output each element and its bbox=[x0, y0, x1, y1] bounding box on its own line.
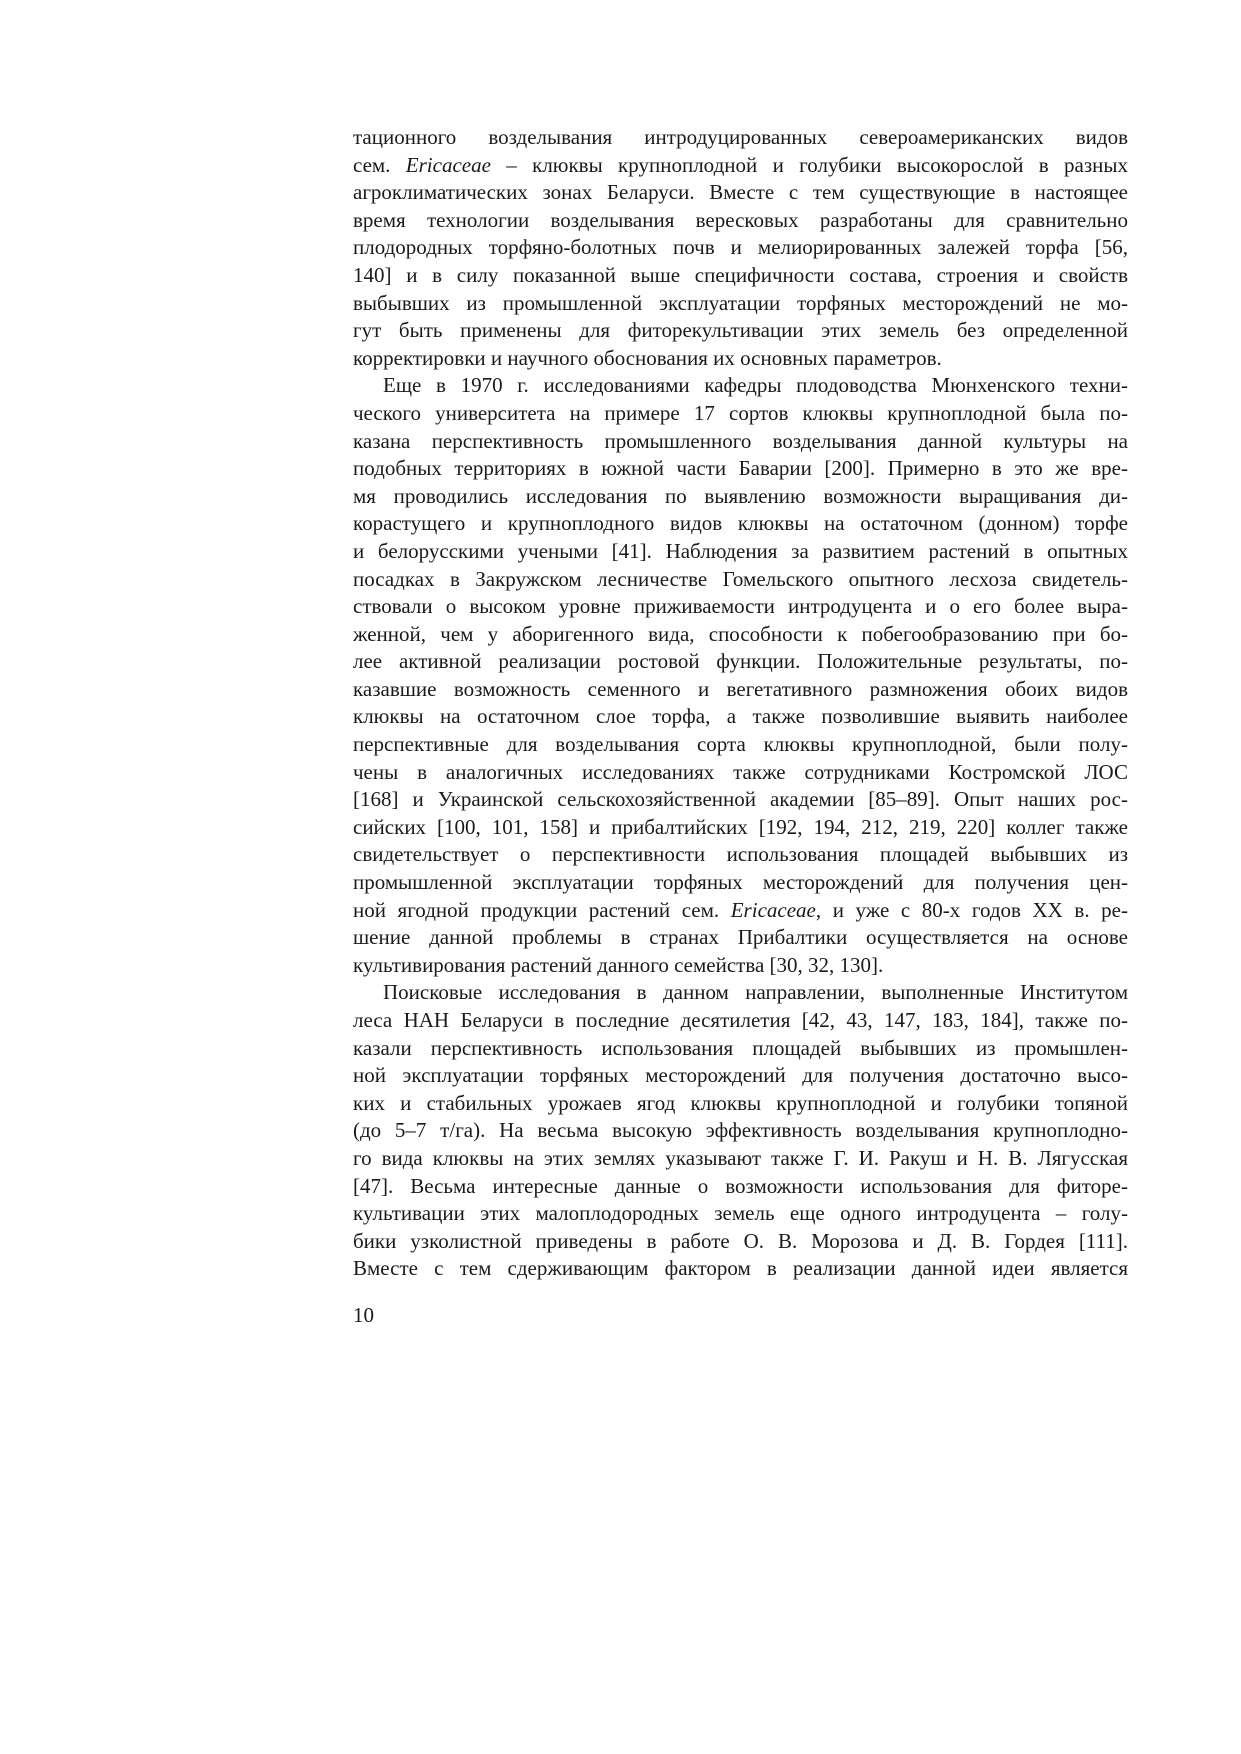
text-line: посадках в Закружском лесничестве Гомельского опытного лесхоза свидетель- bbox=[353, 566, 1128, 591]
text-line: ной ягодной продукции растений сем. Ericaceae, и уже с 80-х годов XX в. ре- bbox=[353, 897, 1128, 922]
text-line: и белорусскими учеными [41]. Наблюдения за развитием растений в опытных bbox=[353, 538, 1128, 563]
text-line: го вида клюквы на этих землях указывают также Г. И. Ракуш и Н. В. Лягусская bbox=[353, 1145, 1128, 1170]
text-line: казавшие возможность семенного и вегетативного размножения обоих видов bbox=[353, 676, 1128, 701]
text-line: казана перспективность промышленного возделывания данной культуры на bbox=[353, 428, 1128, 453]
text-line: ческого университета на примере 17 сортов клюквы крупноплодной была по- bbox=[353, 400, 1128, 425]
text-line: ких и стабильных урожаев ягод клюквы крупноплодной и голубики топяной bbox=[353, 1090, 1128, 1115]
text-line: ной эксплуатации торфяных месторождений для получения достаточно высо- bbox=[353, 1063, 1128, 1088]
text-line: плодородных торфяно-болотных почв и мелиорированных залежей торфа [56, bbox=[353, 235, 1128, 260]
text-line: агроклиматических зонах Беларуси. Вместе с тем существующие в настоящее bbox=[353, 180, 1128, 205]
paragraph bbox=[353, 372, 1128, 979]
text-line: выбывших из промышленной эксплуатации торфяных месторождений не мо- bbox=[353, 290, 1128, 315]
text-line: женной, чем у аборигенного вида, способности к побегообразованию при бо- bbox=[353, 621, 1128, 646]
text-line: промышленной эксплуатации торфяных месторождений для получения цен- bbox=[353, 870, 1128, 895]
paragraph bbox=[353, 124, 1128, 372]
text-line: перспективные для возделывания сорта клюквы крупноплодной, были полу- bbox=[353, 732, 1128, 757]
text-line: Еще в 1970 г. исследованиями кафедры плодоводства Мюнхенского техни- bbox=[383, 373, 1128, 398]
text-line: культивации этих малоплодородных земель еще одного интродуцента – голу- bbox=[353, 1201, 1128, 1226]
text-line: лее активной реализации ростовой функции. Положительные результаты, по- bbox=[353, 649, 1128, 674]
text-line: ствовали о высоком уровне приживаемости интродуцента и о его более выра- bbox=[353, 594, 1128, 619]
text-line: бики узколистной приведены в работе О. В. Морозова и Д. В. Гордея [111]. bbox=[353, 1228, 1128, 1253]
text-line: Вместе с тем сдерживающим фактором в реализации данной идеи является bbox=[353, 1256, 1128, 1281]
text-line: Поисковые исследования в данном направлении, выполненные Институтом bbox=[383, 980, 1128, 1005]
latin-term: Ericaceae bbox=[730, 897, 816, 922]
text-line: клюквы на остаточном слое торфа, а также позволившие выявить наиболее bbox=[353, 704, 1128, 729]
text-line: чены в аналогичных исследованиях также сотрудниками Костромской ЛОС bbox=[353, 759, 1128, 784]
text-line: свидетельствует о перспективности использования площадей выбывших из bbox=[353, 842, 1128, 867]
text-line: шение данной проблемы в странах Прибалтики осуществляется на основе bbox=[353, 925, 1128, 950]
text-line: (до 5–7 т/га). На весьма высокую эффективность возделывания крупноплодно- bbox=[353, 1118, 1128, 1143]
text-line: 140] и в силу показанной выше специфичности состава, строения и свойств bbox=[353, 262, 1128, 287]
text-line: сем. Ericaceae – клюквы крупноплодной и голубики высокорослой в разных bbox=[353, 152, 1128, 177]
page-number: 10 bbox=[353, 1303, 374, 1327]
body-text bbox=[353, 124, 1128, 1283]
text-line: [168] и Украинской сельскохозяйственной академии [85–89]. Опыт наших рос- bbox=[353, 787, 1128, 812]
text-line: сийских [100, 101, 158] и прибалтийских [192, 194, 212, 219, 220] коллег также bbox=[353, 814, 1128, 839]
latin-term: Ericaceae bbox=[405, 152, 491, 177]
text-line: культивирования растений данного семейства [30, 32, 130]. bbox=[353, 952, 884, 977]
text-line: казали перспективность использования площадей выбывших из промышлен- bbox=[353, 1035, 1128, 1060]
text-line: [47]. Весьма интересные данные о возможности использования для фиторе- bbox=[353, 1173, 1128, 1198]
text-line: корректировки и научного обоснования их основных параметров. bbox=[353, 345, 942, 370]
text-line: корастущего и крупноплодного видов клюквы на остаточном (донном) торфе bbox=[353, 511, 1128, 536]
text-line: время технологии возделывания вересковых разработаны для сравнительно bbox=[353, 207, 1128, 232]
text-line: леса НАН Беларуси в последние десятилетия [42, 43, 147, 183, 184], также по- bbox=[353, 1008, 1128, 1032]
text-line: тационного возделывания интродуцированных североамериканских видов bbox=[353, 125, 1128, 149]
text-line: подобных территориях в южной части Баварии [200]. Примерно в это же вре- bbox=[353, 456, 1128, 481]
paragraph bbox=[353, 979, 1128, 1283]
text-line: мя проводились исследования по выявлению возможности выращивания ди- bbox=[353, 483, 1128, 508]
text-line: гут быть применены для фиторекультивации этих земель без определенной bbox=[353, 318, 1128, 343]
